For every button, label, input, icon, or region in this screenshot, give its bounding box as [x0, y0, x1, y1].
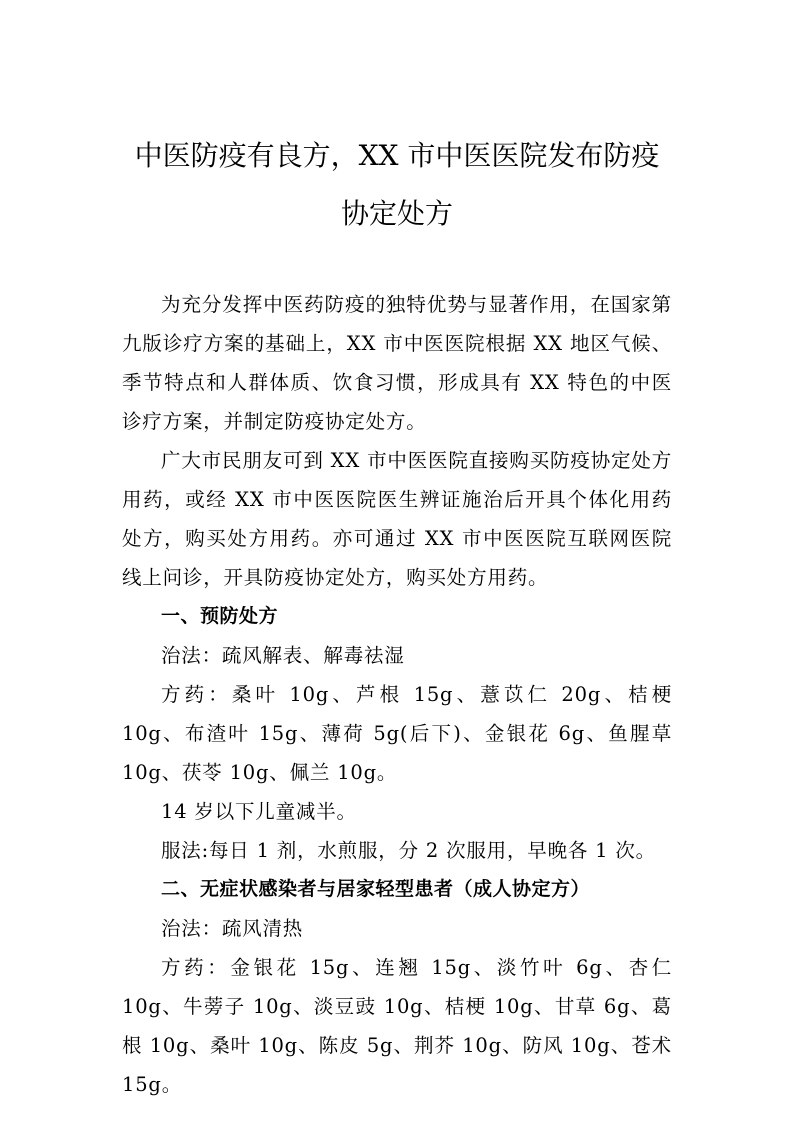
- title-line-1: 中医防疫有良方，XX 市中医医院发布防疫: [134, 139, 660, 172]
- document-title: [122, 127, 672, 243]
- section-1-children-note: 14 岁以下儿童减半。: [161, 800, 357, 823]
- document-body: [122, 285, 672, 1104]
- section-2-method: 治法：疏风清热: [161, 917, 304, 940]
- intro-paragraph-2: 广大市民朋友可到 XX 市中医医院直接购买防疫协定处方用药，或经 XX 市中医医院医生辨证施治后开具个体化用药处方，购买处方用药。亦可通过 XX 市中医医院互联网医院线上问诊，开具防疫协定处方，购买处方用药。: [122, 449, 672, 589]
- section-2-prescription: 方药：金银花 15g、连翘 15g、淡竹叶 6g、杏仁 10g、牛蒡子 10g、淡豆豉 10g、桔梗 10g、甘草 6g、葛根 10g、桑叶 10g、陈皮 5g、荆芥 10g、防风 10g、苍术 15g。: [122, 956, 672, 1096]
- section-1-prescription: 方药：桑叶 10g、芦根 15g、薏苡仁 20g、桔梗 10g、布渣叶 15g、薄荷 5g(后下)、金银花 6g、鱼腥草 10g、茯苓 10g、佩兰 10g。: [122, 683, 672, 784]
- section-1-usage: 服法:每日 1 剂，水煎服，分 2 次服用，早晚各 1 次。: [161, 839, 656, 862]
- section-2-heading: 二、无症状感染者与居家轻型患者（成人协定方）: [161, 878, 591, 900]
- intro-paragraph-1: 为充分发挥中医药防疫的独特优势与显著作用，在国家第九版诊疗方案的基础上，XX 市中医医院根据 XX 地区气候、季节特点和人群体质、饮食习惯，形成具有 XX 特色的中医诊疗方案，并制定防疫协定处方。: [122, 293, 672, 433]
- section-1-heading: 一、预防处方: [161, 605, 279, 627]
- section-1-method: 治法：疏风解表、解毒祛湿: [161, 644, 405, 667]
- title-line-2: 协定处方: [340, 197, 453, 230]
